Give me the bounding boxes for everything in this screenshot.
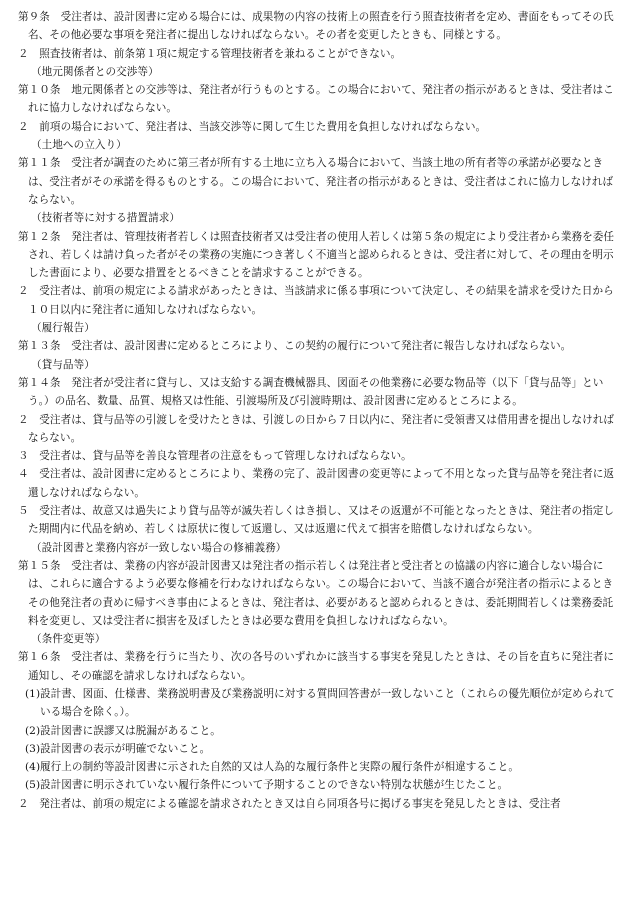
heading-condition-change: （条件変更等） [31,633,106,646]
article-10: 第１０条 地元関係者との交渉等は、発注者が行うものとする。この場合において、発注者の指示があるときは、受注者はこれに協力しなければならない。 [18,84,614,115]
heading-local-negotiation: （地元関係者との交渉等） [31,65,159,78]
article-15: 第１５条 受注者は、業務の内容が設計図書又は発注者の指示若しくは発注者と受注者との協議の内容に適合しない場合には、これらに適合するよう必要な修補を行わなければならない。この場合において、当該不適合が発注者の指示によるときその他発注者の責めに帰すべき事由によるときは、発注者は、必要があると認められるときは、委託期間若しくは業務委託料を変更し、又は受注者に損害を及ぼしたときは必要な費用を負担しなければならない。 [18,559,614,627]
heading-repair-obligation: （設計図書と業務内容が一致しない場合の修補義務） [31,541,287,554]
article-14: 第１４条 発注者が受注者に貸与し、又は支給する調査機械器具、図面その他業務に必要な物品等（以下「貸与品等」という。）の品名、数量、品質、規格又は性能、引渡場所及び引渡時期は、設計図書に定めるところによる。 [18,376,604,408]
list-item: (5)設計図書に明示されていない履行条件について予期することのできない特別な状態が生じたこと。 [25,779,509,792]
article-14-paragraph-2: ２ 受注者は、貸与品等の引渡しを受けたときは、引渡しの日から７日以内に、発注者に受領書又は借用書を提出しなければならない。 [18,413,615,444]
article-12: 第１２条 発注者は、管理技術者若しくは照査技術者又は受注者の使用人若しくは第５条の規定により受注者から業務を委任され、若しくは請け負った者がその業務の実施につき著しく不適当と認められるときは、受注者に対して、その理由を明示した書面により、必要な措置をとるべきことを請求することができる。 [18,230,615,280]
heading-measure-request: （技術者等に対する措置請求） [31,212,181,225]
article-16: 第１６条 受注者は、業務を行うに当たり、次の各号のいずれかに該当する事実を発見したときは、その旨を直ちに発注者に通知し、その確認を請求しなければならない。 [18,651,615,682]
list-item: (2)設計図書に誤謬又は脱漏があること。 [25,724,221,737]
article-12-paragraph-2: ２ 受注者は、前項の規定による請求があったときは、当該請求に係る事項について決定し、その結果を請求を受けた日から１０日以内に発注者に通知しなければならない。 [18,285,614,316]
article-16-paragraph-2: ２ 発注者は、前項の規定による確認を請求されたとき又は自ら同項各号に掲げる事実を発見したときは、受注者 [18,797,561,810]
list-item: (4)履行上の制約等設計図書に示された自然的又は人為的な履行条件と実際の履行条件が相違すること。 [25,761,519,774]
article-9-paragraph-2: ２ 照査技術者は、前条第１項に規定する管理技術者を兼ねることができない。 [18,47,402,60]
list-item: (3)設計図書の表示が明確でないこと。 [25,742,211,755]
heading-land-entry: （土地への立入り） [31,139,127,152]
list-item: (1)設計書、図面、仕様書、業務説明書及び業務説明に対する質問回答書が一致しないこと（これらの優先順位が定められている場合を除く。）。 [25,687,615,719]
heading-loaned-items: （貸与品等） [31,358,95,371]
heading-performance-report: （履行報告） [31,322,95,335]
article-11: 第１１条 受注者が調査のために第三者が所有する土地に立ち入る場合において、当該土地の所有者等の承諾が必要なときは、受注者がその承諾を得るものとする。この場合において、発注者の指示があるときは、受注者はこれに協力しなければならない。 [18,157,614,206]
article-9: 第９条 受注者は、設計図書に定める場合には、成果物の内容の技術上の照査を行う照査技術者を定め、書面をもってその氏名、その他必要な事項を発注者に提出しなければならない。その者を変更したときも、同様とする。 [18,11,614,42]
article-14-paragraph-5: ５ 受注者は、故意又は過失により貸与品等が滅失若しくはき損し、又はその返還が不可能となったときは、発注者の指定した期間内に代品を納め、若しくは原状に復して返還し、又は返還に代えて損害を賠償しなければならない。 [18,505,615,536]
article-13: 第１３条 受注者は、設計図書に定めるところにより、この契約の履行について発注者に報告しなければならない。 [18,340,572,353]
article-10-paragraph-2: ２ 前項の場合において、発注者は、当該交渉等に関して生じた費用を負担しなければならない。 [18,120,487,133]
article-14-paragraph-3: ３ 受注者は、貸与品等を善良な管理者の注意をもって管理しなければならない。 [18,450,412,463]
article-14-paragraph-4: ４ 受注者は、設計図書に定めるところにより、業務の完了、設計図書の変更等によって不用となった貸与品等を発注者に返還しなければならない。 [18,468,615,499]
